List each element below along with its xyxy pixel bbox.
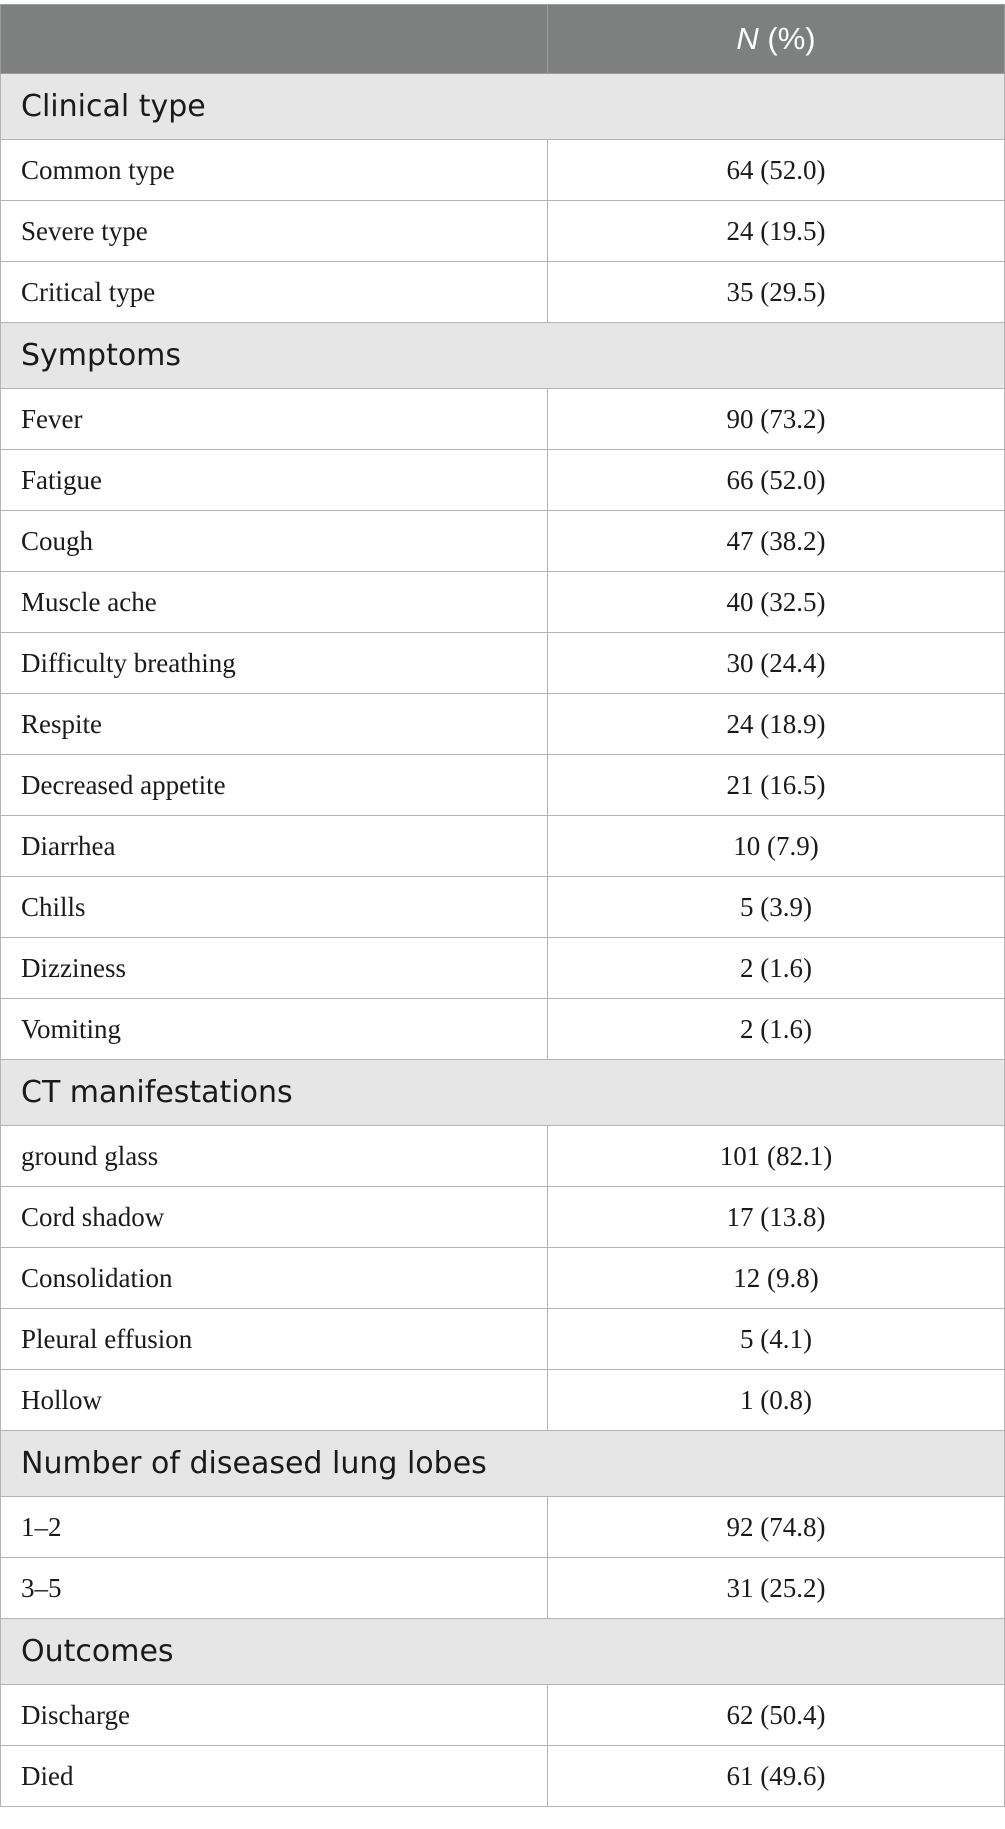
row-value: 17 (13.8) — [548, 1187, 1005, 1248]
row-value: 24 (18.9) — [548, 694, 1005, 755]
table-row — [1, 140, 1005, 201]
row-label: Respite — [1, 694, 548, 755]
row-value: 30 (24.4) — [548, 633, 1005, 694]
header-cell-label — [1, 5, 548, 74]
table-row — [1, 1497, 1005, 1558]
row-value: 47 (38.2) — [548, 511, 1005, 572]
table-row — [1, 694, 1005, 755]
row-label: Dizziness — [1, 938, 548, 999]
table-row — [1, 201, 1005, 262]
row-value: 62 (50.4) — [548, 1685, 1005, 1746]
row-value: 24 (19.5) — [548, 201, 1005, 262]
row-label: Severe type — [1, 201, 548, 262]
row-label: Diarrhea — [1, 816, 548, 877]
row-value: 101 (82.1) — [548, 1126, 1005, 1187]
table-row — [1, 816, 1005, 877]
row-value: 31 (25.2) — [548, 1558, 1005, 1619]
section-title: Outcomes — [1, 1619, 1005, 1685]
section-title: Number of diseased lung lobes — [1, 1431, 1005, 1497]
header-row — [1, 5, 1005, 74]
row-label: Muscle ache — [1, 572, 548, 633]
row-value: 90 (73.2) — [548, 389, 1005, 450]
row-value: 92 (74.8) — [548, 1497, 1005, 1558]
section-title: CT manifestations — [1, 1060, 1005, 1126]
table-row — [1, 389, 1005, 450]
row-value: 61 (49.6) — [548, 1746, 1005, 1807]
table-header — [1, 5, 1005, 74]
table-row — [1, 633, 1005, 694]
row-value: 40 (32.5) — [548, 572, 1005, 633]
table-row — [1, 877, 1005, 938]
header-n-symbol: N — [736, 21, 759, 56]
row-label: Chills — [1, 877, 548, 938]
header-cell-n-percent — [548, 5, 1005, 74]
row-value: 35 (29.5) — [548, 262, 1005, 323]
row-label: Fatigue — [1, 450, 548, 511]
row-label: 1–2 — [1, 1497, 548, 1558]
row-label: Fever — [1, 389, 548, 450]
row-label: Vomiting — [1, 999, 548, 1060]
table-row — [1, 1746, 1005, 1807]
row-label: Critical type — [1, 262, 548, 323]
table-row — [1, 1187, 1005, 1248]
clinical-characteristics-table — [0, 4, 1005, 1807]
row-value: 66 (52.0) — [548, 450, 1005, 511]
section-row — [1, 1619, 1005, 1685]
table-row — [1, 1126, 1005, 1187]
row-value: 64 (52.0) — [548, 140, 1005, 201]
table-row — [1, 450, 1005, 511]
row-label: Difficulty breathing — [1, 633, 548, 694]
header-percent-text: (%) — [758, 21, 816, 56]
table-row — [1, 572, 1005, 633]
row-label: Cord shadow — [1, 1187, 548, 1248]
table-row — [1, 1370, 1005, 1431]
row-value: 1 (0.8) — [548, 1370, 1005, 1431]
table-row — [1, 1558, 1005, 1619]
table-row — [1, 262, 1005, 323]
row-label: Died — [1, 1746, 548, 1807]
table-row — [1, 1685, 1005, 1746]
row-value: 10 (7.9) — [548, 816, 1005, 877]
section-title: Clinical type — [1, 74, 1005, 140]
section-row — [1, 74, 1005, 140]
row-label: Consolidation — [1, 1248, 548, 1309]
clinical-characteristics-table-container — [0, 4, 1005, 1807]
table-body — [1, 74, 1005, 1807]
row-value: 5 (3.9) — [548, 877, 1005, 938]
section-row — [1, 1060, 1005, 1126]
row-label: Pleural effusion — [1, 1309, 548, 1370]
table-row — [1, 938, 1005, 999]
table-row — [1, 755, 1005, 816]
row-label: Decreased appetite — [1, 755, 548, 816]
section-title: Symptoms — [1, 323, 1005, 389]
section-row — [1, 1431, 1005, 1497]
table-row — [1, 511, 1005, 572]
row-value: 2 (1.6) — [548, 938, 1005, 999]
table-row — [1, 1248, 1005, 1309]
row-label: 3–5 — [1, 1558, 548, 1619]
row-label: ground glass — [1, 1126, 548, 1187]
row-value: 2 (1.6) — [548, 999, 1005, 1060]
row-value: 12 (9.8) — [548, 1248, 1005, 1309]
row-value: 5 (4.1) — [548, 1309, 1005, 1370]
table-row — [1, 999, 1005, 1060]
row-value: 21 (16.5) — [548, 755, 1005, 816]
row-label: Common type — [1, 140, 548, 201]
row-label: Hollow — [1, 1370, 548, 1431]
section-row — [1, 323, 1005, 389]
row-label: Discharge — [1, 1685, 548, 1746]
row-label: Cough — [1, 511, 548, 572]
table-row — [1, 1309, 1005, 1370]
